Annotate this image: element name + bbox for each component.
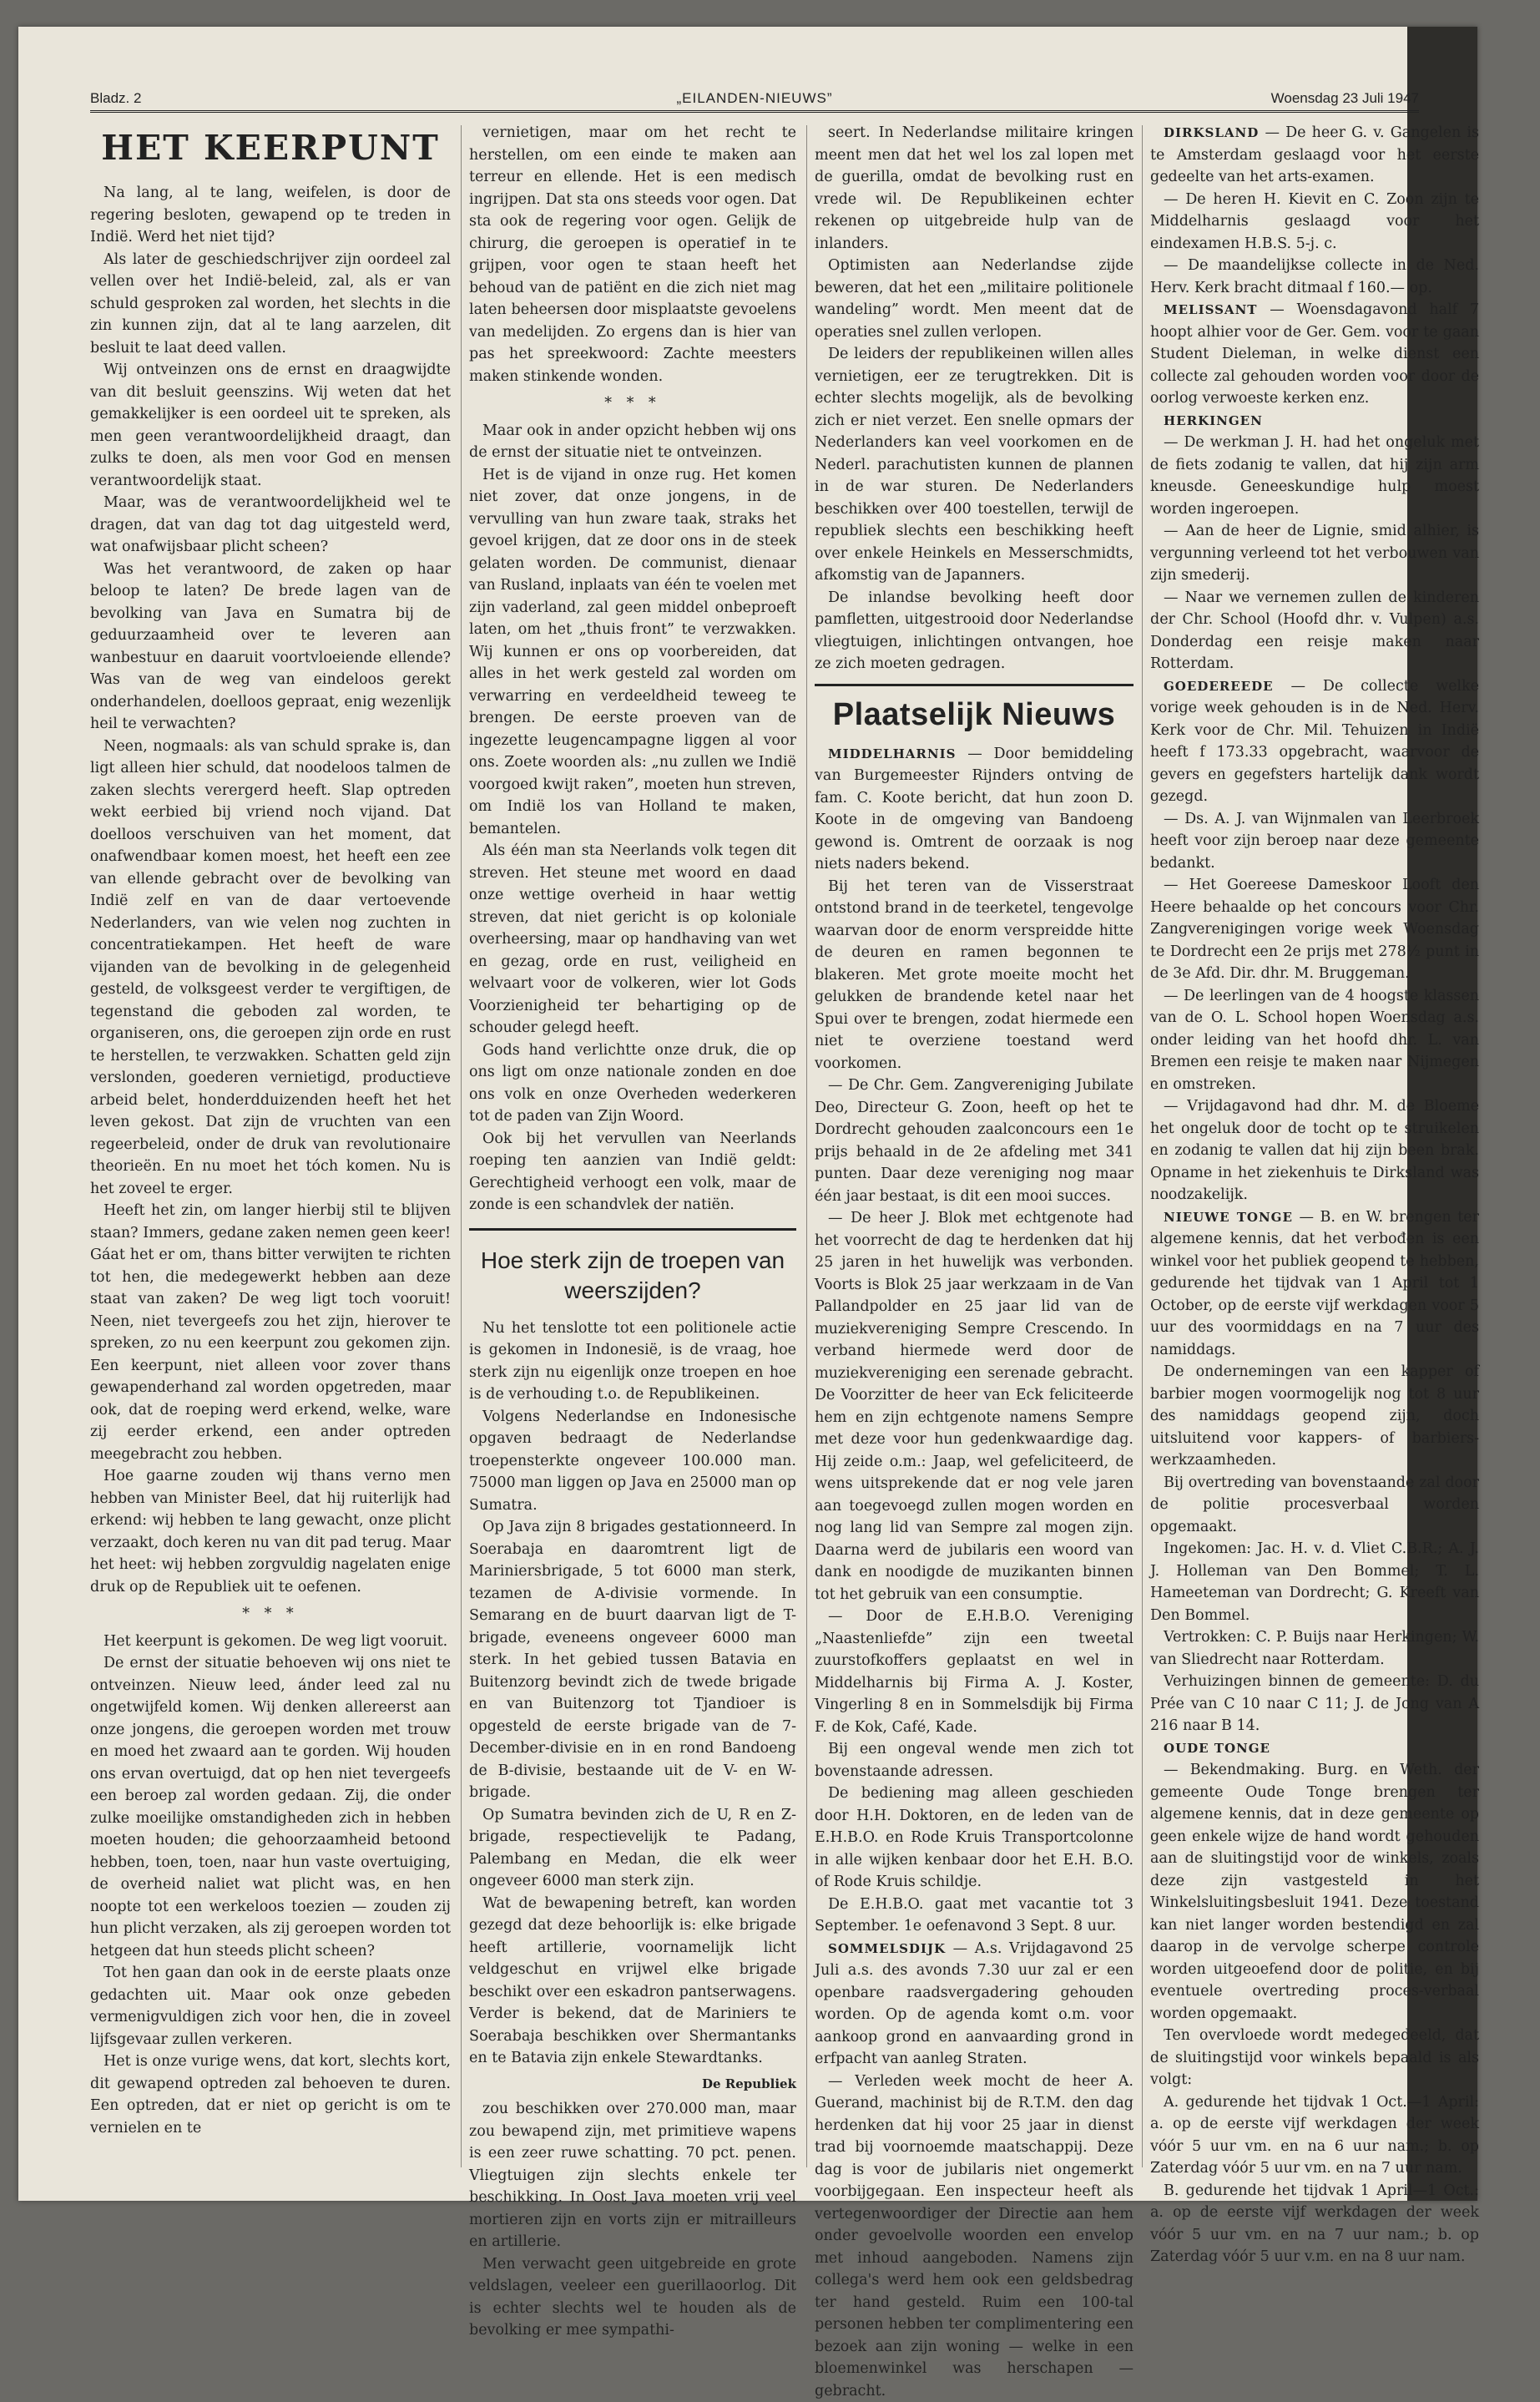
- news-place: OUDE TONGE: [1164, 1741, 1270, 1756]
- news-text: — B. en W. brengen ter algemene kennis, dat het verbođen is een winkel voor het publiek geopend te hebben, gedurende het tijdvak van 1 April tot 1 October, op de eerste vijf werkdagen voor 5 uur des voormiddags en na 7 uur des namiddags.: [1150, 1209, 1479, 1358]
- news-text: Bij een ongeval wende men zich tot bovenstaande adressen.: [815, 1741, 1134, 1780]
- news-text: — Ds. A. J. van Wijnmalen van Leerbroek heeft voor zijn beroep naar deze gemeente bedankt.: [1150, 811, 1479, 872]
- news-text: Ten overvloede wordt medegedeeld, dat de sluitingstijd voor winkels bepaald is als volgt:: [1150, 2027, 1479, 2088]
- news-text: A. gedurende het tijdvak 1 Oct.—1 April: a. op de eerste vijf werkdagen der week vóór 5 uur vm. en na 6 uur nam.; b. op Zaterdag vóór 5 uur vm. en na 7 uur nam.: [1150, 2094, 1479, 2177]
- section-separator: * * *: [469, 392, 796, 415]
- news-item: [1150, 808, 1479, 875]
- news-text: Verhuizingen binnen de gemeente: D. du Prée van C 10 naar C 11; J. de Jong van A 216 naar B 14.: [1150, 1673, 1479, 1734]
- news-text: De bediening mag alleen geschieden door H.H. Doktoren, en de leden van de E.H.B.O. en Rode Kruis Transportcolonne in alle wijken kenbaar door het E.H. B.O. of Rode Kruis schildje.: [815, 1785, 1134, 1890]
- news-text: De ondernemingen van een kapper of barbier mogen voormogelijk nog tot 8 uur des namiddags geopend zijn, doch uitsluitend voor kappers- of barbiers-werkzaamheden.: [1150, 1363, 1479, 1469]
- paragraph: Wat de bewapening betreft, kan worden gezegd dat deze behoorlijk is: elke brigade heeft artillerie, voornamelijk licht veldgeschut en vrijwel elke brigade beschikt over een eskadron pantserwagens. Verder is bekend, dat de Mariniers te Soerabaja beschikken over Shermantanks en te Batavia zijn enkele Stewardtanks.: [469, 1893, 796, 2070]
- news-item: [815, 1738, 1134, 1783]
- column-4: [1150, 122, 1479, 2167]
- news-text: — A.s. Vrijdagavond 25 Juli a.s. des avonds 7.30 uur zal er een openbare raadsvergadering gehouden worden. Op de agenda komt o.m. voor aankoop grond en aanvaarding grond in erfpacht van aanleg Straten.: [815, 1940, 1134, 2068]
- news-item: [1150, 122, 1479, 189]
- news-text: — Het Goereese Dameskoor Looft den Heere behaalde op het concours voor Chr. Zangverenigingen vorige week Woensdag te Dordrecht een 2e prijs met 278½ punt in de 3e Afd. Dir. dhr. M. Bruggeman.: [1150, 877, 1479, 982]
- paragraph: Neen, nogmaals: als van schuld sprake is, dan ligt alleen hier schuld, dat noodeloos talmen de zaken slechts verergerd heeft. Slap optreden wekt eerbied bij vriend noch vijand. Dat doelloos verschuiven van het moment, dat onafwendbaar komen moest, het heeft een zee van ellende gebracht over de bevolking van Indië zelf en van de daar vertoevende Nederlanders, van wie velen nog zuchten in concentratiekampen. Het heeft de ware vijanden van de bevolking in de gelegenheid gesteld, de volksgeest verder te vergiftigen, de tegenstand die geboden zal worden, te organiseren, ons, die geroepen zijn orde en rust te herstellen, te verzwakken. Schatten geld zijn verslonden, goederen vernietigd, productieve arbeid belet, honderdduizenden heeft het het leven gekost. Dat zijn de vruchten van een regeerbeleid, onder de druk van revolutionaire theorieën. En nu moet het tóch komen. Nu is het zoveel te erger.: [90, 736, 451, 1201]
- local-news-items-continued: [1150, 122, 1479, 2268]
- paragraph: Op Sumatra bevinden zich de U, R en Z-brigade, respectievelijk te Padang, Palembang en Medan, die elk weer ongeveer 6000 man sterk zijn.: [469, 1804, 796, 1893]
- paragraph: Wij ontveinzen ons de ernst en draagwijdte van dit besluit geenszins. Wij weten dat het gemakkelijker is een oordeel uit te spreken, als men geen verantwoordelijkheid draagt, dan zulks te doen, als men voor God en mensen verantwoordelijk staat.: [90, 359, 451, 492]
- news-item: [815, 1207, 1134, 1606]
- paragraph: Ook bij het vervullen van Neerlands roeping ten aanzien van Indië geldt: Gerechtigheid verhoogt een volk, maar de zonde is een schandvlek der natiën.: [469, 1128, 796, 1216]
- news-item: [1150, 1737, 1479, 1760]
- news-item: [1150, 2025, 1479, 2091]
- paragraph: Nu het tenslotte tot een politionele actie is gekomen in Indonesië, is de vraag, hoe sterk zijn nu eigenlijk onze troepen en hoe is de verhouding t.o. de Republikeinen.: [469, 1317, 796, 1406]
- paragraph: Hoe gaarne zouden wij thans verno men hebben van Minister Beel, dat hij ruiterlijk had erkend: wij hebben te lang gewacht, onze plicht verzaakt, doch keren nu van dit pad terug. Maar het heet: wij hebben zorgvuldig nagelaten enige druk op de Republiek uit te oefenen.: [90, 1465, 451, 1598]
- page-header: [90, 85, 1419, 110]
- article-body-keerpunt-end: [469, 122, 796, 387]
- column-divider: [461, 125, 462, 2167]
- news-item: [1150, 520, 1479, 587]
- news-item: [1150, 299, 1479, 410]
- news-text: — Aan de heer de Lignie, smid alhier, is vergunning verleend tot het verbouwen van zijn smederij.: [1150, 523, 1479, 584]
- paragraph: Maar, was de verantwoordelijkheid wel te dragen, dat van dag tot dag uitgesteld werd, wat onafwijsbaar plicht scheen?: [90, 492, 451, 559]
- paragraph: Tot hen gaan dan ook in de eerste plaats onze gedachten uit. Maar ook onze gebeden vermenigvuldigen zich voor hen, die in zoveel lijfsgevaar zullen verkeren.: [90, 1962, 451, 2051]
- news-text: B. gedurende het tijdvak 1 April—1 Oct.: a. op de eerste vijf werkdagen der week vóór 5 uur vm. en na 7 uur nam.; b. op Zaterdag vóór 5 uur v.m. en na 8 uur nam.: [1150, 2182, 1479, 2266]
- paragraph: Gods hand verlichtte onze druk, die op ons ligt om onze nationale zonden en doe ons volk en onze Overheden wederkeren tot de paden van Zijn Woord.: [469, 1039, 796, 1128]
- news-item: [1150, 255, 1479, 299]
- paragraph: vernietigen, maar om het recht te herstellen, om een einde te maken aan terreur en ellende. Het is een medisch ingrijpen. Dat sta ons steeds voor ogen. Dat sta ook de regering voor ogen. Gelijk de chirurg, die geroepen is operatief in te grijpen, voor ogen te staan heeft het behoud van de patiënt en die zich niet mag laten beheersen door misplaatste gevoelens van medelijden. Zo ergens dan is hier van pas het spreekwoord: Zachte meesters maken stinkende wonden.: [469, 122, 796, 387]
- header-rule: [90, 110, 1419, 116]
- news-item: [1150, 432, 1479, 520]
- news-item: [1150, 1361, 1479, 1472]
- local-news-section: [815, 684, 1134, 2402]
- news-item: [815, 743, 1134, 876]
- subheading-republiek: De Republiek: [469, 2073, 796, 2096]
- article-troepen: [469, 1228, 796, 2342]
- section-separator: * * *: [90, 1603, 451, 1626]
- news-item: [1150, 1206, 1479, 1362]
- paragraph: Als later de geschiedschrijver zijn oordeel zal vellen over het Indië-beleid, zal, als er van schuld gesproken zal worden, het slechts in die zin kunnen zijn, dat al te lang aarzelen, dit besluit te laat deed vallen.: [90, 249, 451, 360]
- paragraph: Het is de vijand in onze rug. Het komen niet zover, dat onze jongens, in de vervulling van hun zware taak, straks het gevoel krijgen, dat ze door ons in de steek gelaten worden. De communist, dienaar van Rusland, inplaats van één te voelen met zijn vaderland, zal geen middel onbeproeft laten, om het „thuis front” te verzwakken. Wij kunnen er ons op voorbereiden, dat alles in het werk gesteld zal worden om verwarring en verdeeldheid teweeg te brengen. De eerste proeven van de ingezette leugencampagne liggen al voor ons. Zoete woorden als: „nu zullen we Indië voorgoed kwijt raken”, moeten hun streven, om Indië los van Holland te maken, bemantelen.: [469, 464, 796, 841]
- column-divider: [1142, 125, 1143, 2167]
- news-item: [1150, 410, 1479, 432]
- news-item: [1150, 1626, 1479, 1671]
- article-body-troepen: [469, 1317, 796, 2070]
- article-body-keerpunt: [90, 182, 451, 1598]
- news-item: [1150, 985, 1479, 1096]
- paragraph: De ernst der situatie behoeven wij ons niet te ontveinzen. Nieuw leed, ánder leed zal nu ongetwijfeld komen. Wij denken allereerst aan onze jongens, die geroepen worden met trouw en moed het zwaard aan te gorden. Wij houden ons ervan overtuigd, dat op hen niet tevergeefs een beroep zal worden gedaan. Zij, die onder zulke moeilijke omstandigheden zich in hebben moeten houden; die gehoorzaamheid betoond hebben, toen, toen, naar hun vaste overtuiging, de overheid naliet wat plicht was, en hen noopte tot een werkeloos toezien — zouden zij hun plicht verzaken, als zij geroepen worden tot hetgeen dat hun steeds plicht scheen?: [90, 1652, 451, 1962]
- news-place: MELISSANT: [1164, 302, 1257, 317]
- paragraph: Na lang, al te lang, weifelen, is door de regering besloten, gewapend op te treden in Indië. Werd het niet tijd?: [90, 182, 451, 249]
- article-body-keerpunt-end-2: [469, 420, 796, 1216]
- article-title-keerpunt: HET KEERPUNT: [90, 129, 451, 167]
- news-item: [1150, 1472, 1479, 1539]
- article-body-troepen-2: [469, 2098, 796, 2342]
- paragraph: De leiders der republikeinen willen alles vernietigen, eer ze terugtrekken. Dit is echter slechts mogelijk, als de bevolking zich er niet verzet. Een snelle opmars der Nederlanders kan veel voorkomen en de Nederl. parachutisten kunnen de plannen in de war sturen. De Nederlanders beschikken over 400 toestellen, terwijl de republiek slechts een beschikking heeft over enkele Heinkels en Messerschmidts, afkomstig van de Japanners.: [815, 343, 1134, 587]
- news-item: [1150, 2091, 1479, 2180]
- news-item: [815, 2071, 1134, 2402]
- news-text: — De heren H. Kievit en C. Zoon zijn te Middelharnis geslaagd voor het eindexamen H.B.S. 5-j. c.: [1150, 191, 1479, 252]
- issue-date: Woensdag 23 Juli 1947: [1271, 90, 1419, 107]
- paragraph: Was het verantwoord, de zaken op haar beloop te laten? De brede lagen van de bevolking van Java en Sumatra bij de geduurzaamheid over te leveren aan wanbestuur en daaruit voortvloeiende ellende? Was van de weg van eindeloos gerekt onderhandelen, doelloos gepraat, enig wezenlijk heil te verwachten?: [90, 559, 451, 736]
- news-item: [1150, 1759, 1479, 2025]
- news-item: [1150, 189, 1479, 255]
- paragraph: Als één man sta Neerlands volk tegen dit streven. Het steune met woord en daad onze wettige overheid in haar wettig streven, dat niet gericht is op koloniale overheersing, maar op handhaving van wet en gezag, orde en rust, veiligheid en welvaart voor de volkeren, wier lot Gods Voorzienigheid ter behartiging op de schouder gelegd heeft.: [469, 840, 796, 1039]
- article-body-keerpunt-continued: [90, 1631, 451, 2140]
- paragraph: Volgens Nederlandse en Indonesische opgaven bedraagt de Nederlandse troepensterkte ongeveer 100.000 man. 75000 man liggen op Java en 25000 man op Sumatra.: [469, 1406, 796, 1517]
- news-text: Bij het teren van de Visserstraat ontstond brand in de teerketel, tengevolge waarvan door de enorm verspreidde hitte de deuren en ramen begonnen te blakeren. Met grote moeite mocht het gelukken de brandende ketel naar het Spui over te brengen, zodat hiermede een niet te overziene toestand werd voorkomen.: [815, 878, 1134, 1072]
- news-item: [815, 876, 1134, 1075]
- news-text: — De maandelijkse collecte in de Ned. Herv. Kerk bracht ditmaal f 160.— op.: [1150, 257, 1479, 296]
- news-text: Ingekomen: Jac. H. v. d. Vliet C.B.R.; A. J. J. Holleman van Den Bommel; T. L. Hameeteman van Dordrecht; G. Kreeft van Den Bommel.: [1150, 1540, 1479, 1624]
- news-item: [815, 1894, 1134, 1938]
- news-item: [815, 1075, 1134, 1207]
- news-text: — Vrijdagavond had dhr. M. de Bloeme het ongeluk door de tocht op te struikelen en zodanig te vallen dat hij zijn been brak. Opname in het ziekenhuis te Dirksland was noodzakelijk.: [1150, 1098, 1479, 1203]
- news-item: [1150, 1671, 1479, 1737]
- news-place: SOMMELSDIJK: [828, 1941, 946, 1956]
- news-text: — De Chr. Gem. Zangvereniging Jubilate Deo, Directeur G. Zoon, heeft op het te Dordrecht gehouden zaalconcours een 1e prijs behaald in de 2e afdeling met 341 punten. Daar deze vereniging nog maar één jaar bestaat, is dit een mooi succes.: [815, 1077, 1134, 1205]
- local-news-items: [815, 743, 1134, 2402]
- news-place: HERKINGEN: [1164, 413, 1263, 428]
- news-text: — Bekendmaking. Burg. en Weth. der gemeente Oude Tonge brengen ter algemene kennis, dat in deze gemeente op geen enkele wijze de hand wordt gehouden aan de sluitingstijd voor de winkels, zoals deze zijn vastgesteld in het Winkelsluitingsbesluit 1941. Deze toestand kan niet langer worden bestendigd en zal daarop in de vervolge scherpe controle worden uitgeoefend door de politie, en bij eventuele overtreding proces-verbaal worden opgemaakt.: [1150, 1762, 1479, 2022]
- paragraph: seert. In Nederlandse militaire kringen meent men dat het wel los zal lopen met de guerilla, omdat de bevolking rust en vrede wil. De Republikeinen echter rekenen op uitgebreide hulp van de inlanders.: [815, 122, 1134, 255]
- paragraph: zou beschikken over 270.000 man, maar zou bewapend zijn, met primitieve wapens is een zeer ruwe schatting. 70 pct. penen. Vliegtuigen zijn slechts enkele ter beschikking. In Oost Java moeten vrij veel mortieren zijn en vorts zijn er mitrailleurs en artillerie.: [469, 2098, 796, 2253]
- news-text: — De leerlingen van de 4 hoogste klassen van de O. L. School hopen Woensdag a.s. onder leiding van het hoofd dhr. L. van Bremen een reisje te maken naar Nijmegen en omstreken.: [1150, 988, 1479, 1093]
- news-text: — De heer J. Blok met echtgenote had het voorrecht de dag te herdenken dat hij 25 jaren in het huwelijk was verbonden. Voorts is Blok 25 jaar werkzaam in de Van Pallandpolder en 25 jaar lid van de muziekvereniging Sempre Crescendo. In verband hiermede werd door de muziekvereniging een serenade gebracht. De Voorzitter de heer van Eck feliciteerde hem en zijn echtgenote namens Sempre met deze voor hun gedenkwaardige dag. Hij zeide o.m.: Jaap, wel gefeliciteerd, de wens uitsprekende dat er nog vele jaren aan toegevoegd zullen mogen worden en nog lang lid van Sempre zal mogen zijn. Daarna werd de jubilaris een woord van dank en noodigde de muzikanten binnen tot het gebruik van een consumptie.: [815, 1210, 1134, 1603]
- paragraph: Men verwacht geen uitgebreide en grote veldslagen, veeleer een guerillaoorlog. Dit is echter slechts wel te houden als de bevolking er mee sympathi-: [469, 2253, 796, 2342]
- news-item: [815, 1938, 1134, 2071]
- section-title-plaatselijk-nieuws: Plaatselijk Nieuws: [815, 696, 1134, 733]
- newspaper-name: „EILANDEN-NIEUWS”: [676, 90, 832, 107]
- paragraph: Op Java zijn 8 brigades gestationneerd. In Soerabaja en daaromtrent ligt de Mariniersbrigade, 5 tot 6000 man sterk, tezamen de A-divisie vormende. In Semarang en de buurt daarvan ligt de T-brigade, eveneens ongeveer 6000 man sterk. In het gebied tussen Batavia en Buitenzorg bevindt zich de twede brigade en van Buitenzorg tot Tjandioer is opgesteld de eerste brigade van de 7-December-divisie en in en rond Bandoeng de B-divisie, bestaande uit de V- en W-brigade.: [469, 1516, 796, 1804]
- news-place: DIRKSLAND: [1164, 125, 1259, 140]
- column-1: [90, 122, 451, 2167]
- paragraph: De inlandse bevolking heeft door pamfletten, uitgestrooid door Nederlandse vliegtuigen, inlichtingen ontvangen, hoe ze zich moeten gedragen.: [815, 587, 1134, 675]
- column-divider: [806, 125, 807, 2167]
- news-place: NIEUWE TONGE: [1164, 1210, 1293, 1225]
- article-title-troepen: Hoe sterk zijn de troepen van weerszijden?: [469, 1246, 796, 1306]
- news-text: — Naar we vernemen zullen de kinderen der Chr. School (Hoofd dhr. v. Vulpen) a.s. Donderdag een reisje maken naar Rotterdam.: [1150, 589, 1479, 673]
- news-text: — De collecte welke vorige week gehouden is in de Ned. Herv. Kerk voor de Chr. Mil. Tehuizen in Indië heeft f 173.33 opgebracht, waarvoor de gevers en gegefsters hartelijk dank wordt gezegd.: [1150, 678, 1479, 806]
- paragraph: Het is onze vurige wens, dat kort, slechts kort, dit gewapend optreden zal behoeven te duren. Een optreden, dat er niet op gericht is om te vernielen en te: [90, 2051, 451, 2139]
- news-item: [1150, 1538, 1479, 1626]
- news-item: [1150, 874, 1479, 985]
- paragraph: Optimisten aan Nederlandse zijde beweren, dat het een „militaire politionele wandeling” wordt. Men meent dat de operaties snel zullen verlopen.: [815, 255, 1134, 343]
- news-item: [815, 1606, 1134, 1738]
- article-body-troepen-end: [815, 122, 1134, 675]
- news-item: [1150, 1095, 1479, 1206]
- column-2: [469, 122, 796, 2167]
- news-text: — Door bemiddeling van Burgemeester Rijnders ontving de fam. C. Koote bericht, dat hun zoon D. Koote in de omgeving van Bandoeng gewond is. Omtrent de oorzaak is nog niets naders bekend.: [815, 746, 1134, 873]
- newspaper-page: [18, 27, 1477, 2201]
- page-number: Bladz. 2: [90, 90, 141, 107]
- news-text: — De heer G. v. Gangelen is te Amsterdam geslaagd voor het eerste gedeelte van het arts-examen.: [1150, 124, 1479, 185]
- news-place: MIDDELHARNIS: [828, 746, 956, 761]
- news-text: — Verleden week mocht de heer A. Guerand, machinist bij de R.T.M. den dag herdenken dat hij voor 25 jaar in dienst trad bij voornoemde maatschappij. Deze dag is voor de jubilaris niet ongemerkt voorbijgegaan. Een inspecteur heeft als vertegenwoordiger der Directie aan hem onder gevoelvolle woorden een envelop met inhoud aangeboden. Namens zijn collega's werd hem ook een geldsbedrag ter hand gesteld. Ruim een 100-tal personen hebben ter complimentering een bezoek aan zijn woning — welke in een bloemenwinkel was herschapen — gebracht.: [815, 2073, 1134, 2399]
- paragraph: Maar ook in ander opzicht hebben wij ons de ernst der situatie niet te ontveinzen.: [469, 420, 796, 464]
- news-item: [815, 1783, 1134, 1894]
- news-text: De E.H.B.O. gaat met vacantie tot 3 September. 1e oefenavond 3 Sept. 8 uur.: [815, 1896, 1134, 1935]
- news-text: Vertrokken: C. P. Buijs naar Herkingen; W. van Sliedrecht naar Rotterdam.: [1150, 1629, 1479, 1668]
- column-3: [815, 122, 1134, 2167]
- news-place: GOEDEREEDE: [1164, 679, 1274, 694]
- news-text: Bij overtreding van bovenstaande zal door de politie procesverbaal worden opgemaakt.: [1150, 1474, 1479, 1535]
- news-text: — Woensdagavond half 7 hoopt alhier voor de Ger. Gem. voor te gaan Student Dieleman, in welke dienst een collecte zal gehouden worden voor door de oorlog verwoeste kerken enz.: [1150, 301, 1479, 407]
- news-item: [1150, 675, 1479, 808]
- news-text: — Door de E.H.B.O. Vereniging „Naastenliefde” zijn een tweetal zuurstofkoffers geplaatst en wel in Middelharnis bij Firma A. J. Koster, Vingerling 8 en in Sommelsdijk bij Firma F. de Kok, Café, Kade.: [815, 1608, 1134, 1736]
- paragraph: Het keerpunt is gekomen. De weg ligt vooruit.: [90, 1631, 451, 1653]
- news-item: [1150, 587, 1479, 675]
- paragraph: Heeft het zin, om langer hierbij stil te blijven staan? Immers, gedane zaken nemen geen keer! Gáat het er om, thans bitter verwijten te richten tot hen, die medegewerkt hebben aan deze staat van zaken? De weg ligt toch vooruit! Neen, niet tevergeefs zou het zijn, hierover te spreken, zo nu een keerpunt zou gekomen zijn. Een keerpunt, niet alleen voor zover thans gewapenderhand zal worden opgetreden, maar ook, dat de roeping werd erkend, welke, ware zij eerder erkend, een ander optreden meegebracht zou hebben.: [90, 1200, 451, 1465]
- news-text: — De werkman J. H. had het ongeluk met de fiets zodanig te vallen, dat hij zijn arm kneusde. Geneeskundige hulp moest worden ingeroepen.: [1150, 434, 1479, 518]
- news-item: [1150, 2180, 1479, 2268]
